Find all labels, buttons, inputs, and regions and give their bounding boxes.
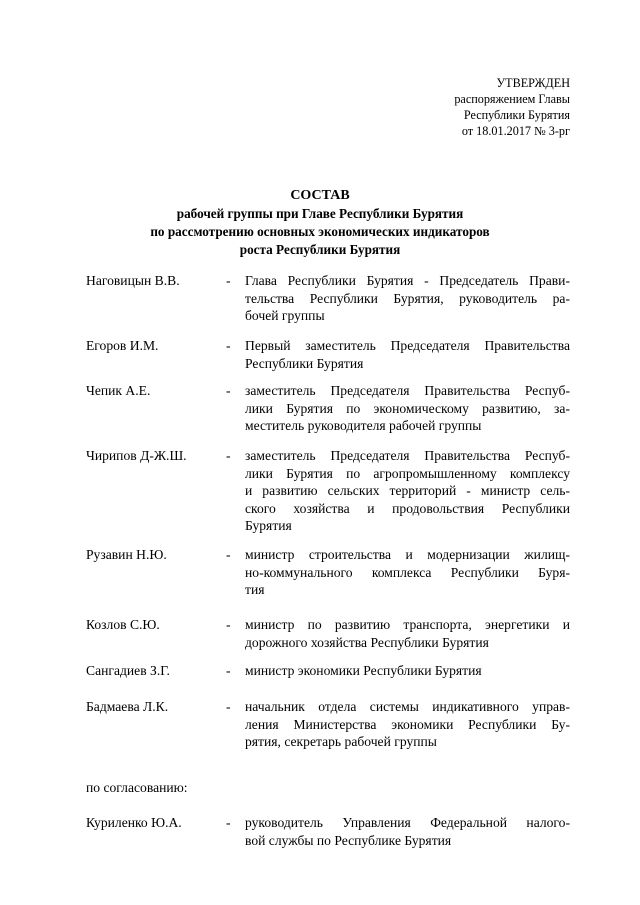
member-name: Бадмаева Л.К. bbox=[86, 699, 169, 714]
position-line: ления Министерства экономики Республики Бу- bbox=[245, 716, 570, 732]
position-line: Глава Республики Бурятия - Председатель Прави- bbox=[245, 273, 570, 288]
position-line: заместитель Председателя Правительства Респуб- bbox=[245, 448, 570, 463]
document-title bbox=[0, 187, 640, 259]
member-dash: - bbox=[226, 663, 231, 678]
member-name: Куриленко Ю.А. bbox=[86, 815, 182, 830]
position-line: руководитель Управления Федеральной налого- bbox=[245, 815, 570, 830]
member-dash: - bbox=[226, 273, 231, 288]
member-dash: - bbox=[226, 338, 231, 353]
position-line: лики Бурятия по экономическому развитию, за- bbox=[245, 400, 570, 416]
position-line: бочей группы bbox=[245, 308, 325, 323]
position-line: вой службы по Республике Бурятия bbox=[245, 832, 452, 848]
member-position bbox=[245, 337, 570, 372]
position-line: тия bbox=[245, 582, 265, 597]
member-name: Егоров И.М. bbox=[86, 338, 159, 353]
position-line: Республики Бурятия bbox=[245, 355, 364, 371]
position-line: заместитель Председателя Правительства Респуб- bbox=[245, 383, 570, 398]
member-dash: - bbox=[226, 547, 231, 562]
title-line: рабочей группы при Главе Республики Бурятия bbox=[176, 206, 464, 221]
approval-line: УТВЕРЖДЕН bbox=[496, 76, 570, 90]
member-position bbox=[245, 382, 570, 435]
member-position bbox=[245, 662, 570, 680]
approval-stamp bbox=[454, 75, 570, 139]
agreement-label: по согласованию: bbox=[86, 780, 188, 795]
position-line: тельства Республики Бурятия, руководитель ра- bbox=[245, 290, 570, 306]
position-line: лики Бурятия по агропромышленному комплексу bbox=[245, 465, 570, 481]
position-line: начальник отдела системы индикативного управ- bbox=[245, 699, 570, 714]
member-name: Наговицын В.В. bbox=[86, 273, 180, 288]
member-dash: - bbox=[226, 383, 231, 398]
position-line: и развитию сельских территорий - министр сель- bbox=[245, 483, 570, 498]
position-line: рятия, секретарь рабочей группы bbox=[245, 734, 437, 749]
member-position bbox=[245, 698, 570, 751]
approval-line: распоряжением Главы bbox=[454, 92, 570, 106]
position-line: дорожного хозяйства Республики Бурятия bbox=[245, 634, 489, 650]
title-heading: СОСТАВ bbox=[290, 188, 350, 203]
title-line: роста Республики Бурятия bbox=[239, 242, 401, 257]
position-line: но-коммунального комплекса Республики Буря- bbox=[245, 564, 570, 580]
position-line: Первый заместитель Председателя Правительства bbox=[245, 338, 570, 353]
position-line: меститель руководителя рабочей группы bbox=[245, 418, 482, 433]
member-position bbox=[245, 546, 570, 599]
position-line: ского хозяйства и продовольствия Республики bbox=[245, 500, 570, 516]
position-line: министр строительства и модернизации жилищ- bbox=[245, 547, 570, 562]
member-name: Чирипов Д-Ж.Ш. bbox=[86, 448, 187, 463]
approval-line: Республики Бурятия bbox=[463, 108, 570, 122]
member-name: Чепик А.Е. bbox=[86, 383, 151, 398]
member-position bbox=[245, 272, 570, 325]
member-dash: - bbox=[226, 699, 231, 714]
member-position bbox=[245, 814, 570, 849]
member-name: Рузавин Н.Ю. bbox=[86, 547, 167, 562]
member-name: Козлов С.Ю. bbox=[86, 617, 160, 632]
member-dash: - bbox=[226, 815, 231, 830]
member-name: Сангадиев З.Г. bbox=[86, 663, 170, 678]
position-line: министр экономики Республики Бурятия bbox=[245, 663, 482, 678]
member-dash: - bbox=[226, 617, 231, 632]
approval-date-line: от 18.01.2017 № 3-рг bbox=[461, 124, 570, 138]
position-line: Бурятия bbox=[245, 518, 292, 533]
title-line: по рассмотрению основных экономических индикаторов bbox=[150, 224, 490, 239]
member-dash: - bbox=[226, 448, 231, 463]
member-position bbox=[245, 447, 570, 535]
position-line: министр по развитию транспорта, энергетики и bbox=[245, 617, 570, 632]
member-position bbox=[245, 616, 570, 651]
